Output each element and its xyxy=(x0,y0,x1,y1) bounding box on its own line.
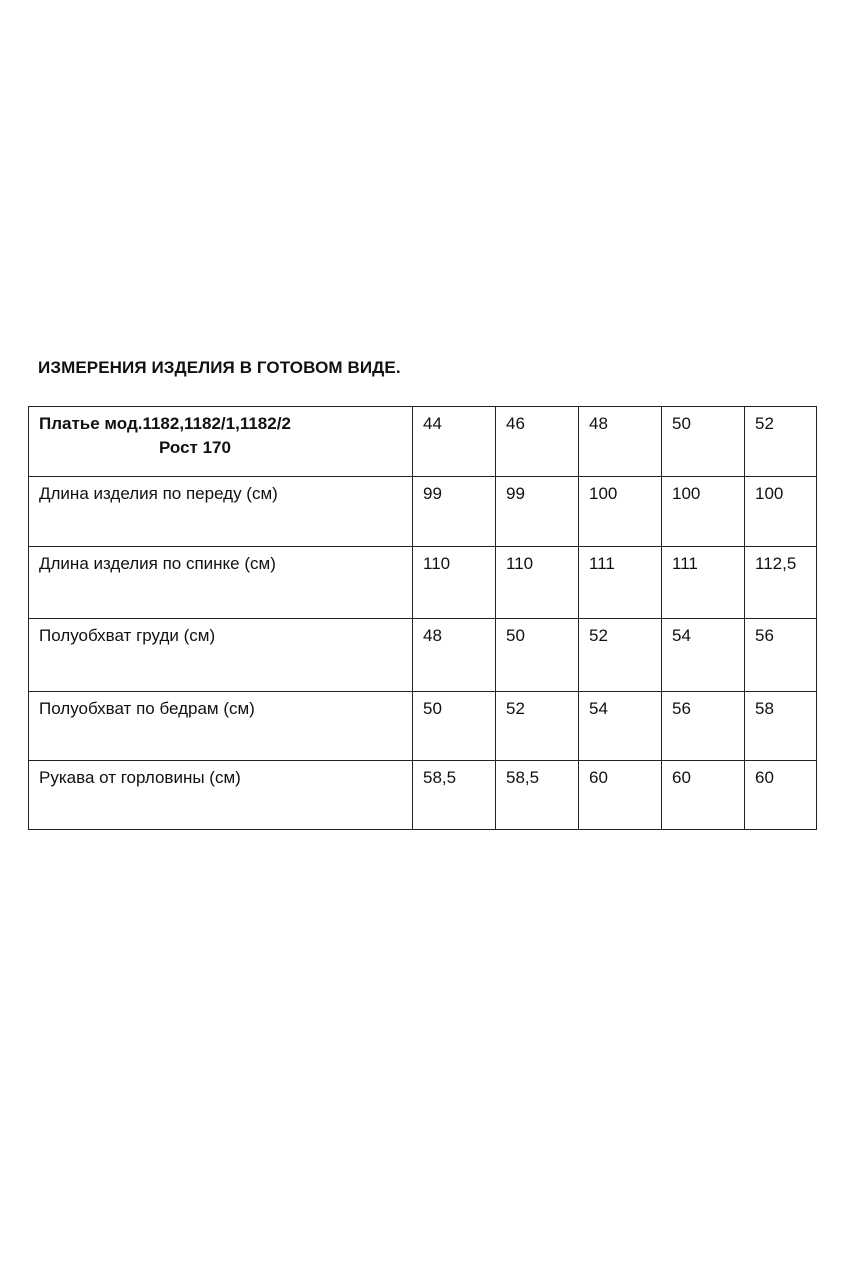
product-model-label: Платье мод.1182,1182/1,1182/2 xyxy=(39,414,291,433)
value-cell: 52 xyxy=(496,692,579,761)
value-cell: 52 xyxy=(579,619,662,692)
value-cell: 50 xyxy=(413,692,496,761)
row-label: Длина изделия по переду (см) xyxy=(29,477,413,547)
table-row xyxy=(29,692,817,761)
measurements-table xyxy=(28,406,817,830)
value-cell: 58,5 xyxy=(413,761,496,830)
value-cell: 111 xyxy=(662,547,745,619)
value-cell: 100 xyxy=(662,477,745,547)
value-cell: 100 xyxy=(745,477,817,547)
value-cell: 48 xyxy=(413,619,496,692)
table-row xyxy=(29,761,817,830)
value-cell: 54 xyxy=(579,692,662,761)
row-label: Длина изделия по спинке (см) xyxy=(29,547,413,619)
value-cell: 60 xyxy=(662,761,745,830)
header-row xyxy=(29,407,817,477)
value-cell: 110 xyxy=(413,547,496,619)
value-cell: 58 xyxy=(745,692,817,761)
product-header-cell xyxy=(29,407,413,477)
value-cell: 50 xyxy=(496,619,579,692)
value-cell: 60 xyxy=(579,761,662,830)
height-label: Рост 170 xyxy=(159,438,231,457)
document-title: ИЗМЕРЕНИЯ ИЗДЕЛИЯ В ГОТОВОМ ВИДЕ. xyxy=(38,358,401,377)
table-row xyxy=(29,547,817,619)
size-header-cell: 48 xyxy=(579,407,662,477)
table-row xyxy=(29,619,817,692)
value-cell: 56 xyxy=(745,619,817,692)
row-label: Рукава от горловины (см) xyxy=(29,761,413,830)
row-label: Полуобхват груди (см) xyxy=(29,619,413,692)
value-cell: 110 xyxy=(496,547,579,619)
table-row xyxy=(29,477,817,547)
size-header-cell: 46 xyxy=(496,407,579,477)
value-cell: 100 xyxy=(579,477,662,547)
value-cell: 54 xyxy=(662,619,745,692)
value-cell: 99 xyxy=(496,477,579,547)
value-cell: 111 xyxy=(579,547,662,619)
size-header-cell: 50 xyxy=(662,407,745,477)
value-cell: 60 xyxy=(745,761,817,830)
size-header-cell: 52 xyxy=(745,407,817,477)
value-cell: 99 xyxy=(413,477,496,547)
size-header-cell: 44 xyxy=(413,407,496,477)
value-cell: 56 xyxy=(662,692,745,761)
value-cell: 58,5 xyxy=(496,761,579,830)
value-cell: 112,5 xyxy=(745,547,817,619)
row-label: Полуобхват по бедрам (см) xyxy=(29,692,413,761)
